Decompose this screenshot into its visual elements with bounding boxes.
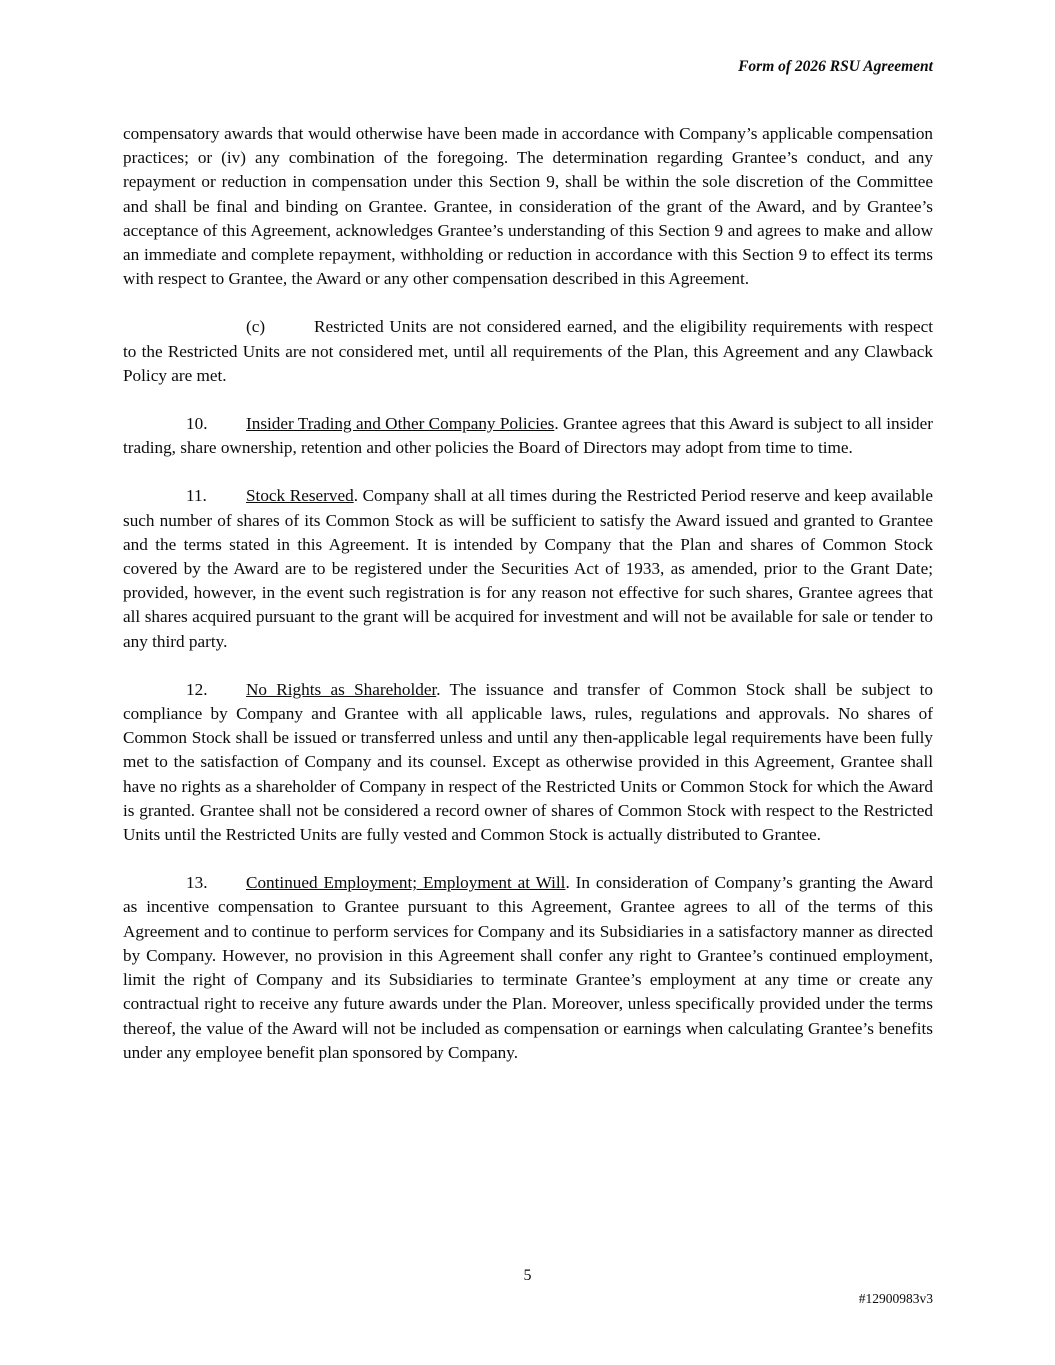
section-heading: No Rights as Shareholder (246, 679, 437, 699)
section-heading: Insider Trading and Other Company Policies (246, 414, 555, 434)
paragraph-section-11 (123, 484, 933, 653)
paragraph-text: compensatory awards that would otherwise have been made in accordance with Company’s applicable compensation practices; or (iv) any combination of the foregoing. The determination regarding Grantee’s conduct, and any repayment or reduction in compensation under this Section 9, shall be within the sole discretion of the Committee and shall be final and binding on Grantee. Grantee, in consideration of the grant of the Award, and by Grantee’s acceptance of this Agreement, acknowledges Grantee’s understanding of this Section 9 and agrees to make and allow an immediate and complete repayment, withholding or reduction in accordance with this Section 9 to effect its terms with respect to Grantee, the Award or any other compensation described in this Agreement. (123, 124, 933, 289)
subsection-label: (c) (246, 317, 266, 337)
page-number: 5 (523, 1267, 532, 1284)
section-number: 12. (186, 679, 208, 699)
paragraph-text: Restricted Units are not considered earned, and the eligibility requirements with respect to the Restricted Units are not considered met, until all requirements of the Plan, this Agreement and any Clawback Policy are met. (123, 317, 933, 385)
paragraph-section-10 (123, 412, 933, 460)
paragraph-section-13 (123, 871, 933, 1065)
section-heading: Continued Employment; Employment at Will (246, 873, 566, 893)
document-header-title: Form of 2026 RSU Agreement (738, 58, 933, 75)
paragraph-section-12 (123, 678, 933, 847)
section-number: 13. (186, 873, 208, 893)
paragraph-text: . Company shall at all times during the Restricted Period reserve and keep available such number of shares of its Common Stock as will be sufficient to satisfy the Award issued and granted to Grantee and the terms stated in this Agreement. It is intended by Company that the Plan and shares of Common Stock covered by the Award are to be registered under the Securities Act of 1933, as amended, prior to the Grant Date; provided, however, in the event such registration is for any reason not effective for such shares, Grantee agrees that all shares acquired pursuant to the grant will be acquired for investment and will not be available for sale or tender to any third party. (123, 486, 933, 651)
paragraph-text: . Grantee agrees that this Award is subject to all insider trading, share ownership, retention and other policies the Board of Directors may adopt from time to time. (123, 414, 934, 458)
paragraph-subsection-c (123, 315, 933, 388)
paragraph-text: . In consideration of Company’s granting the Award as incentive compensation to Grantee pursuant to this Agreement, Grantee agrees to all of the terms of this Agreement and to continue to perform services for Company and its Subsidiaries in a satisfactory manner as directed by Company. However, no provision in this Agreement shall confer any right to Grantee’s continued employment, limit the right of Company and its Subsidiaries to terminate Grantee’s employment at any time or create any contractual right to receive any future awards under the Plan. Moreover, unless specifically provided under the terms thereof, the value of the Award will not be included as compensation or earnings when calculating Grantee’s benefits under any employee benefit plan sponsored by Company. (123, 873, 934, 1062)
paragraph-continuation (123, 122, 933, 291)
section-number: 10. (186, 414, 208, 434)
paragraph-text: . The issuance and transfer of Common Stock shall be subject to compliance by Company and Grantee with all applicable laws, rules, regulations and approvals. No shares of Common Stock shall be issued or transferred unless and until any then-applicable legal requirements have been fully met to the satisfaction of Company and its counsel. Except as otherwise provided in this Agreement, Grantee shall have no rights as a shareholder of Company in respect of the Restricted Units or Common Stock for which the Award is granted. Grantee shall not be considered a record owner of shares of Common Stock with respect to the Restricted Units until the Restricted Units are fully vested and Common Stock is actually distributed to Grantee. (123, 679, 933, 845)
document-id-stamp: #12900983v3 (858, 1291, 933, 1306)
section-heading: Stock Reserved (246, 486, 354, 506)
section-number: 11. (186, 486, 207, 506)
